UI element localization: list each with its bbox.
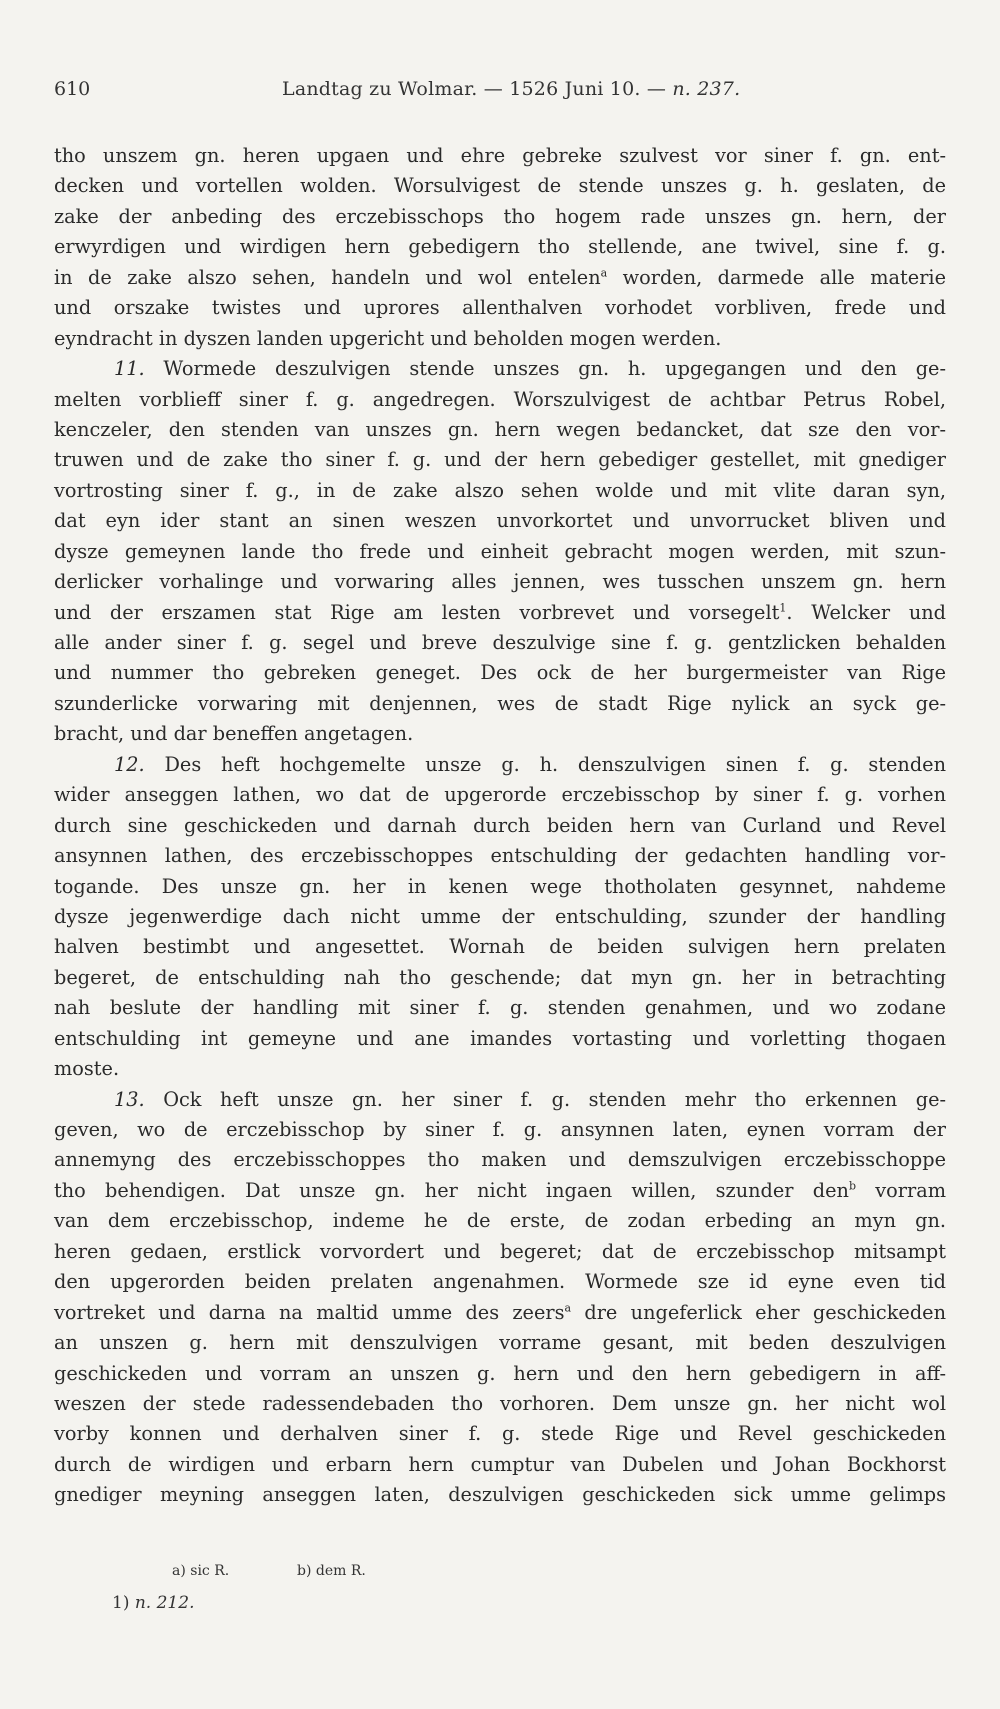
text-segment: vorram bbox=[875, 1178, 946, 1202]
footnote-a: a) sic R. bbox=[172, 1563, 230, 1579]
text-line: an unszen g. hern mit denszulvigen vorrame gesant, mit beden deszulvigen bbox=[54, 1331, 946, 1355]
text-line: kenczeler, den stenden van unszes gn. hern wegen bedancket, dat sze den vor- bbox=[54, 417, 946, 441]
text-line: dysze gemeynen lande tho frede und einheit gebracht mogen werden, mit szun- bbox=[54, 539, 946, 563]
text-line bbox=[54, 750, 946, 780]
text-line: erwyrdigen und wirdigen hern gebedigern tho stellende, ane twivel, sine f. g. bbox=[54, 235, 946, 259]
section-number-11: 11. bbox=[114, 357, 145, 381]
text-line: szunderlicke vorwaring mit denjennen, wes de stadt Rige nylick an syck ge- bbox=[54, 691, 946, 715]
footnote-mark-b: b bbox=[848, 1179, 856, 1193]
text-segment: tho behendigen. Dat unsze gn. her nicht ingaen willen, szunder den bbox=[54, 1178, 849, 1202]
text-line: ansynnen lathen, des erczebisschoppes entschulding der gedachten handling vor- bbox=[54, 844, 946, 868]
text-line: derlicker vorhalinge und vorwaring alles jennen, wes tusschen unszem gn. hern bbox=[54, 570, 946, 594]
footnote-1 bbox=[112, 1593, 194, 1613]
text-line: durch de wirdigen und erbarn hern cumptur van Dubelen und Johan Bockhorst bbox=[54, 1452, 946, 1476]
text-line: alle ander siner f. g. segel und breve deszulvige sine f. g. gentzlicken behalden bbox=[54, 631, 946, 654]
text-line bbox=[54, 354, 946, 384]
text-line: van dem erczebisschop, indeme he de erste, de zodan erbeding an myn gn. bbox=[54, 1209, 946, 1233]
text-segment: vortreket und darna na maltid umme des zeers bbox=[54, 1300, 565, 1324]
text-line: moste. bbox=[54, 1057, 120, 1081]
footnote-mark-a: a bbox=[564, 1301, 572, 1315]
text-line: geschickeden und vorram an unszen g. hern und den hern gebedigern in aff- bbox=[54, 1361, 946, 1385]
text-line bbox=[54, 1176, 946, 1206]
text-segment: Ock heft unsze gn. her siner f. g. stenden mehr tho erkennen ge- bbox=[163, 1087, 947, 1111]
footnote-1-mark: 1) bbox=[112, 1593, 130, 1613]
section-number-12: 12. bbox=[114, 752, 145, 776]
text-segment: . Welcker und bbox=[786, 600, 947, 624]
text-line: truwen und de zake tho siner f. g. und der hern gebediger gestellet, mit gnediger bbox=[54, 448, 946, 472]
section-number-13: 13. bbox=[114, 1087, 145, 1111]
text-line: decken und vortellen wolden. Worsulvigest de stende unszes g. h. geslaten, de bbox=[54, 174, 946, 198]
text-line: melten vorblieff siner f. g. angedregen. Worszulvigest de achtbar Petrus Robel, bbox=[54, 387, 946, 411]
text-line: und nummer tho gebreken geneget. Des ock de her burgermeister van Rige bbox=[54, 661, 946, 685]
footnote-mark-a: a bbox=[600, 266, 608, 280]
text-line: den upgerorden beiden prelaten angenahmen. Wormede sze id eyne even tid bbox=[54, 1270, 946, 1294]
text-line: zake der anbeding des erczebisschops tho hogem rade unszes gn. hern, der bbox=[54, 204, 946, 228]
text-line bbox=[54, 598, 946, 628]
text-line: dat eyn ider stant an sinen weszen unvorkortet und unvorrucket bliven und bbox=[54, 509, 946, 533]
footnote-mark-1: 1 bbox=[779, 601, 787, 615]
text-line: begeret, de entschulding nah tho geschende; dat myn gn. her in betrachting bbox=[54, 965, 946, 989]
text-line: weszen der stede radessendebaden tho vorhoren. Dem unsze gn. her nicht wol bbox=[54, 1391, 946, 1415]
footnote-1-text: n. 212. bbox=[134, 1593, 195, 1613]
text-line: durch sine geschickeden und darnah durch beiden hern van Curland und Revel bbox=[54, 813, 946, 837]
record-reference: n. 237. bbox=[672, 78, 741, 100]
text-segment: worden, darmede alle materie bbox=[622, 265, 946, 289]
running-title-text: Landtag zu Wolmar. — 1526 Juni 10. — bbox=[282, 78, 673, 100]
text-line: vorby konnen und derhalven siner f. g. stede Rige und Revel geschickeden bbox=[54, 1422, 946, 1446]
text-line: nah beslute der handling mit siner f. g. stenden genahmen, und wo zodane bbox=[54, 996, 946, 1020]
running-title bbox=[282, 78, 740, 100]
text-line bbox=[54, 263, 946, 293]
text-line: togande. Des unsze gn. her in kenen wege thotholaten gesynnet, nahdeme bbox=[54, 874, 946, 898]
text-line: entschulding int gemeyne und ane imandes vortasting und vorletting thogaen bbox=[54, 1026, 946, 1050]
text-line bbox=[54, 1298, 946, 1328]
text-line: wider anseggen lathen, wo dat de upgerorde erczebisschop by siner f. g. vorhen bbox=[54, 783, 946, 807]
text-segment: und der erszamen stat Rige am lesten vorbrevet und vorsegelt bbox=[54, 600, 780, 624]
text-line bbox=[54, 1085, 946, 1115]
text-line: vortrosting siner f. g., in de zake alszo sehen wolde und mit vlite daran syn, bbox=[54, 478, 946, 502]
body-text bbox=[54, 141, 946, 1511]
text-line: und orszake twistes und uprores allenthalven vorhodet vorbliven, frede und bbox=[54, 296, 946, 320]
text-line: bracht, und dar beneffen angetagen. bbox=[54, 722, 414, 746]
text-line: geven, wo de erczebisschop by siner f. g. ansynnen laten, eynen vorram der bbox=[54, 1118, 946, 1141]
page-number: 610 bbox=[54, 78, 91, 100]
text-line: eyndracht in dyszen landen upgericht und beholden mogen werden. bbox=[54, 326, 722, 350]
text-line: halven bestimbt und angesettet. Wornah de beiden sulvigen hern prelaten bbox=[54, 935, 946, 959]
text-segment: Wormede deszulvigen stende unszes gn. h. upgegangen und den ge- bbox=[163, 357, 946, 381]
footnote-b: b) dem R. bbox=[297, 1563, 366, 1579]
text-segment: Des heft hochgemelte unsze g. h. denszulvigen sinen f. g. stenden bbox=[164, 752, 946, 776]
text-line: tho unszem gn. heren upgaen und ehre gebreke szulvest vor siner f. gn. ent- bbox=[54, 144, 946, 167]
text-line: dysze jegenwerdige dach nicht umme der entschulding, szunder der handling bbox=[54, 904, 946, 928]
page-header bbox=[54, 78, 946, 108]
text-line: heren gedaen, erstlick vorvordert und begeret; dat de erczebisschop mitsampt bbox=[54, 1239, 946, 1263]
text-segment: dre ungeferlick eher geschickeden bbox=[584, 1300, 946, 1324]
text-segment: in de zake alszo sehen, handeln und wol entelen bbox=[54, 265, 601, 289]
text-line: annemyng des erczebisschoppes tho maken und demszulvigen erczebisschoppe bbox=[54, 1148, 946, 1172]
text-line: gnediger meyning anseggen laten, deszulvigen geschickeden sick umme gelimps bbox=[54, 1483, 946, 1507]
